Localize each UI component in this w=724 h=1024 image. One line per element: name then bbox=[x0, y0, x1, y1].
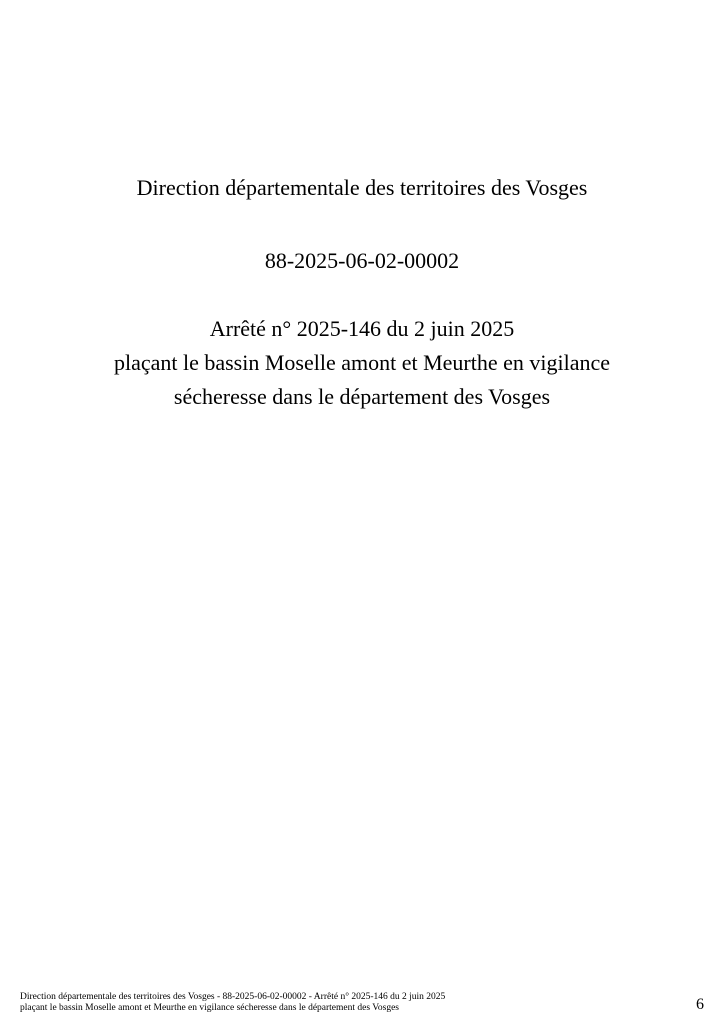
arrete-title-line-2: plaçant le bassin Moselle amont et Meurthe en vigilance bbox=[113, 350, 611, 375]
footer-line-1: Direction départementale des territoires des Vosges - 88-2025-06-02-00002 - Arrêté n° 2025-146 du 2 juin 2025 bbox=[20, 992, 446, 1002]
arrete-title-line-3: sécheresse dans le département des Vosges bbox=[173, 384, 551, 409]
arrete-title-line-1: Arrêté n° 2025-146 du 2 juin 2025 bbox=[209, 316, 515, 341]
department-heading: Direction départementale des territoires des Vosges bbox=[136, 175, 588, 200]
arrete-title bbox=[0, 312, 724, 414]
document-reference: 88-2025-06-02-00002 bbox=[264, 248, 460, 273]
page-number: 6 bbox=[696, 996, 704, 1013]
footer-line-2: plaçant le bassin Moselle amont et Meurthe en vigilance sécheresse dans le département des Vosges bbox=[20, 1003, 400, 1013]
page-footer bbox=[20, 992, 640, 1014]
